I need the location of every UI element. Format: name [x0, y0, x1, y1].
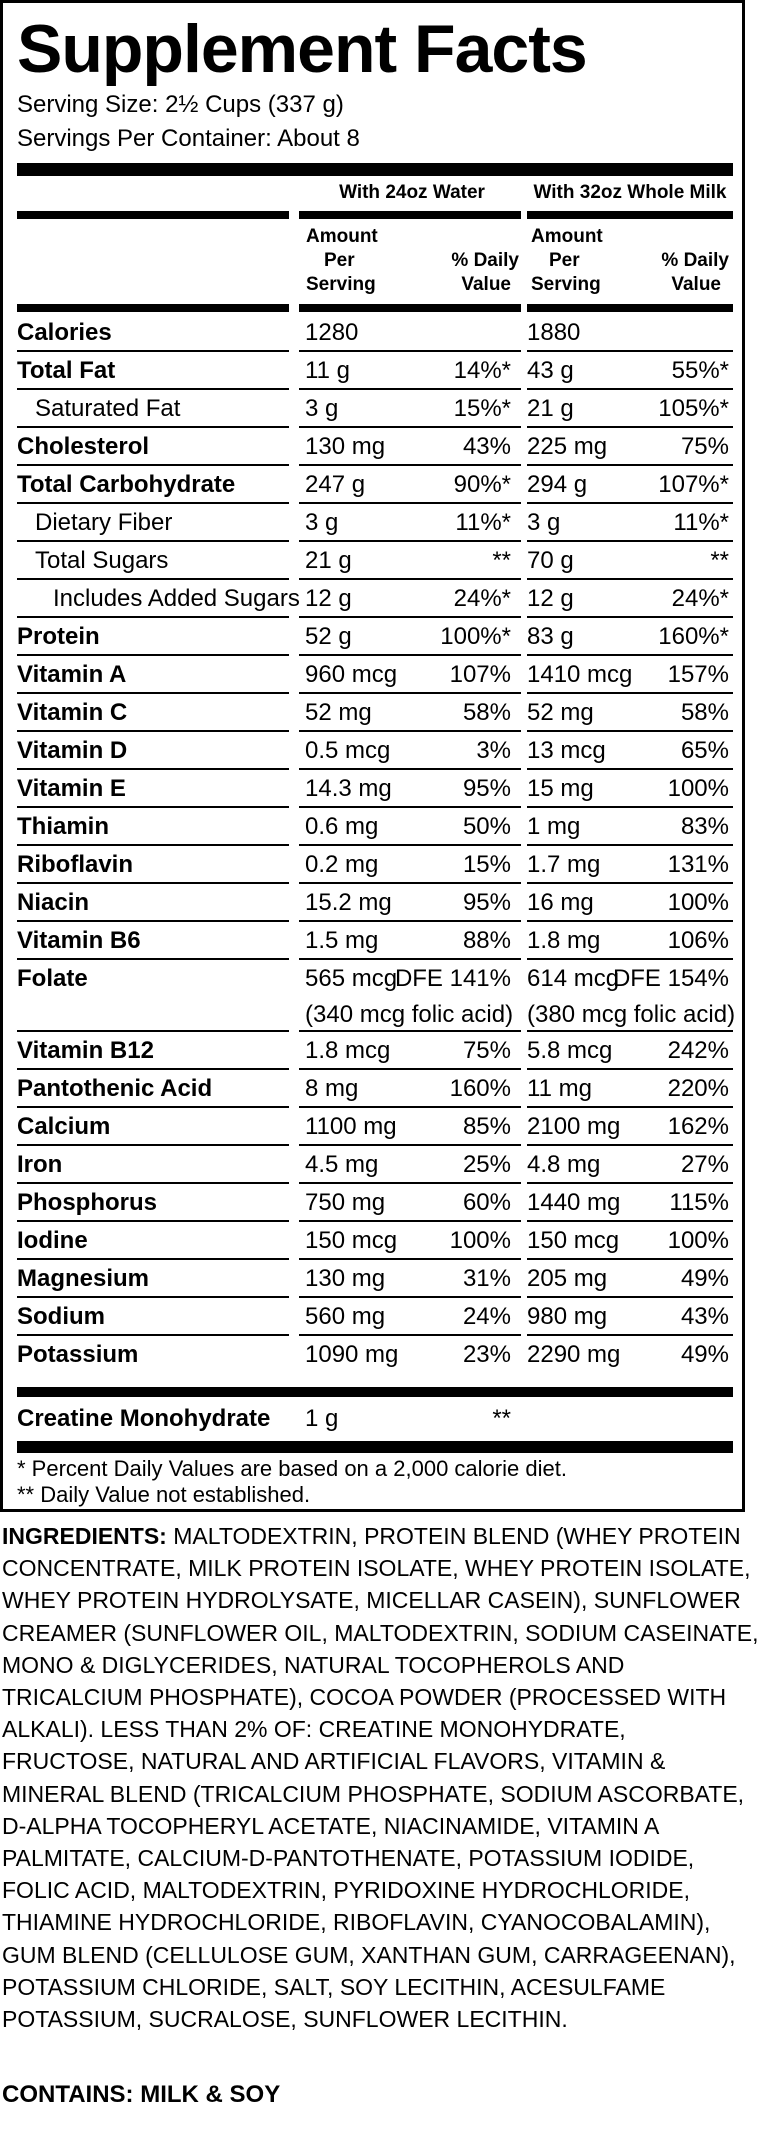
nutrient-name: Total Carbohydrate: [17, 471, 236, 498]
table-row: [17, 732, 733, 770]
nutrient-name: Potassium: [17, 1341, 139, 1368]
table-row: [17, 1222, 733, 1260]
allergen-statement: CONTAINS: MILK & SOY: [2, 2081, 281, 2108]
water-dv: 24%: [462, 1303, 511, 1330]
water-dv: 85%: [462, 1113, 511, 1140]
milk-amount: 1 mg: [527, 813, 581, 840]
table-row: [17, 770, 733, 808]
table-row: [17, 618, 733, 656]
table-row: [17, 846, 733, 884]
milk-amount: 2290 mg: [527, 1341, 621, 1368]
water-amount: 247 g: [305, 471, 366, 498]
milk-dv: 162%: [667, 1113, 729, 1140]
milk-amount: 1410 mcg: [527, 661, 633, 688]
water-amount: 960 mcg: [305, 661, 398, 688]
milk-amount: 1.7 mg: [527, 851, 601, 878]
water-amount: 565 mcg: [305, 965, 398, 992]
creatine-top-rule: [17, 1387, 733, 1397]
water-amount: 560 mg: [305, 1303, 386, 1330]
water-dv: 100%: [449, 1227, 511, 1254]
water-dv: 100%*: [440, 623, 511, 650]
milk-amount: 16 mg: [527, 889, 594, 916]
water-dv: 50%: [462, 813, 511, 840]
nutrient-table: [17, 314, 736, 1374]
water-dv: 14%*: [453, 357, 511, 384]
milk-dv: 106%: [667, 927, 729, 954]
nutrient-name: Includes Added Sugars: [53, 585, 300, 612]
table-row: [17, 466, 733, 504]
header-rule-water: [299, 211, 521, 219]
creatine-amount: 1 g: [305, 1405, 339, 1432]
ingredients-statement: [2, 1520, 762, 2035]
water-dv: **: [492, 547, 511, 574]
nutrient-name: Pantothenic Acid: [17, 1075, 213, 1102]
daily-value-header-milk: [643, 249, 729, 297]
water-dv: 24%*: [453, 585, 511, 612]
nutrient-name: Folate: [17, 965, 88, 992]
col-header-water: With 24oz Water: [339, 182, 485, 203]
milk-amount: 150 mcg: [527, 1227, 620, 1254]
nutrient-name: Sodium: [17, 1303, 105, 1330]
table-row: [17, 960, 736, 1032]
milk-dv: 157%: [667, 661, 729, 688]
water-dv: 25%: [462, 1151, 511, 1178]
amount-line-2: Per: [549, 250, 580, 271]
table-row: [17, 314, 733, 352]
ingredients-label: INGREDIENTS:: [2, 1523, 167, 1549]
milk-dv: DFE 154%: [612, 965, 729, 992]
milk-amount: 225 mg: [527, 433, 608, 460]
nutrient-name: Niacin: [17, 889, 90, 916]
dv-line-1: % Daily: [451, 250, 519, 271]
milk-dv: 75%: [680, 433, 729, 460]
table-row: [17, 694, 733, 732]
milk-amount: 1.8 mg: [527, 927, 601, 954]
water-amount: 11 g: [305, 357, 350, 384]
milk-amount: 4.8 mg: [527, 1151, 601, 1178]
amount-line-3: Serving: [306, 274, 376, 295]
milk-amount: 614 mcg: [527, 965, 620, 992]
table-row: [17, 1260, 733, 1298]
ingredients-text: MALTODEXTRIN, PROTEIN BLEND (WHEY PROTEIN CONCENTRATE, MILK PROTEIN ISOLATE, WHEY PROTEIN ISOLATE, WHEY PROTEIN HYDROLYSATE, MICELLAR CASEIN), SUNFLOWER CREAMER (SUNFLOWER OIL, MALTODEXTRIN, SODIUM CASEINATE, MONO & DIGLYCERIDES, NATURAL TOCOPHEROLS AND TRICALCIUM PHOSPHATE), COCOA POWDER (PROCESSED WITH ALKALI). LESS THAN 2% OF: CREATINE MONOHYDRATE, FRUCTOSE, NATURAL AND ARTIFICIAL FLAVORS, VITAMIN & MINERAL BLEND (TRICALCIUM PHOSPHATE, SODIUM ASCORBATE, D-ALPHA TOCOPHERYL ACETATE, NIACINAMIDE, VITAMIN A PALMITATE, CALCIUM-D-PANTOTHENATE, POTASSIUM IODIDE, FOLIC ACID, MALTODEXTRIN, PYRIDOXINE HYDROCHLORIDE, THIAMINE HYDROCHLORIDE, RIBOFLAVIN, CYANOCOBALAMIN), GUM BLEND (CELLULOSE GUM, XANTHAN GUM, CARRAGEENAN), POTASSIUM CHLORIDE, SALT, SOY LECITHIN, ACESULFAME POTASSIUM, SUCRALOSE, SUNFLOWER LECITHIN.: [2, 1523, 759, 2033]
water-amount: 3 g: [305, 395, 339, 422]
milk-amount: 52 mg: [527, 699, 594, 726]
water-dv: 43%: [462, 433, 511, 460]
water-amount: 0.2 mg: [305, 851, 379, 878]
milk-dv: 49%: [680, 1265, 729, 1292]
milk-amount: 5.8 mcg: [527, 1037, 613, 1064]
milk-dv: 65%: [680, 737, 729, 764]
table-row: [17, 656, 733, 694]
milk-amount: 205 mg: [527, 1265, 608, 1292]
milk-dv: 58%: [680, 699, 729, 726]
daily-value-header-water: [433, 249, 519, 297]
milk-amount: 43 g: [527, 357, 574, 384]
milk-dv: 11%*: [673, 509, 729, 536]
footnote-not-established: ** Daily Value not established.: [17, 1482, 311, 1507]
nutrient-name: Phosphorus: [17, 1189, 158, 1216]
milk-dv: 242%: [667, 1037, 729, 1064]
nutrient-name: Iodine: [17, 1227, 88, 1254]
table-row: [17, 1146, 733, 1184]
water-dv: 160%: [449, 1075, 511, 1102]
table-row: [17, 542, 733, 580]
milk-dv: 24%*: [671, 585, 729, 612]
amount-line-1: Amount: [306, 226, 378, 247]
water-amount: 4.5 mg: [305, 1151, 379, 1178]
milk-amount: 21 g: [527, 395, 574, 422]
nutrient-name: Iron: [17, 1151, 63, 1178]
table-row: [17, 352, 733, 390]
table-row: [17, 1108, 733, 1146]
nutrient-name: Magnesium: [17, 1265, 150, 1292]
water-amount: 1090 mg: [305, 1341, 399, 1368]
water-amount: 21 g: [305, 547, 352, 574]
milk-dv: 49%: [680, 1341, 729, 1368]
milk-dv: 160%*: [658, 623, 729, 650]
milk-amount: 15 mg: [527, 775, 594, 802]
table-row: [17, 884, 733, 922]
water-amount: 0.6 mg: [305, 813, 379, 840]
nutrient-name: Cholesterol: [17, 433, 150, 460]
nutrient-name: Total Sugars: [35, 547, 169, 574]
water-dv: 15%*: [453, 395, 511, 422]
water-amount: 1280: [305, 319, 359, 346]
milk-amount: 70 g: [527, 547, 574, 574]
water-dv: 15%: [462, 851, 511, 878]
dv-line-2: Value: [461, 274, 511, 295]
nutrient-name: Dietary Fiber: [35, 509, 173, 536]
water-dv: 88%: [462, 927, 511, 954]
milk-dv: 220%: [667, 1075, 729, 1102]
milk-dv: 105%*: [658, 395, 729, 422]
amount-per-serving-header-milk: [531, 225, 603, 297]
milk-dv: 83%: [680, 813, 729, 840]
amount-line-1: Amount: [531, 226, 603, 247]
milk-dv: 43%: [680, 1303, 729, 1330]
milk-amount: 12 g: [527, 585, 574, 612]
nutrient-name: Thiamin: [17, 813, 110, 840]
milk-dv: **: [710, 547, 729, 574]
water-dv: 90%*: [453, 471, 511, 498]
footnote-percent-dv: * Percent Daily Values are based on a 2,000 calorie diet.: [17, 1456, 567, 1481]
subheader-rule-left: [17, 304, 289, 312]
milk-amount: 11 mg: [527, 1075, 592, 1102]
servings-per-container: Servings Per Container: About 8: [17, 125, 360, 152]
water-amount: 52 g: [305, 623, 352, 650]
table-row: [17, 922, 733, 960]
dv-line-2: Value: [671, 274, 721, 295]
milk-dv: 107%*: [658, 471, 729, 498]
amount-line-2: Per: [324, 250, 355, 271]
water-amount: 130 mg: [305, 1265, 386, 1292]
water-amount: 1.8 mcg: [305, 1037, 391, 1064]
subheader-rule-water: [299, 304, 521, 312]
milk-folic-acid: (380 mcg folic acid): [527, 1001, 736, 1028]
creatine-dv: **: [492, 1405, 511, 1432]
amount-per-serving-header-water: [306, 225, 378, 297]
milk-dv: 27%: [680, 1151, 729, 1178]
water-folic-acid: (340 mcg folic acid): [305, 1001, 514, 1028]
nutrient-name: Riboflavin: [17, 851, 134, 878]
table-row: [17, 1298, 733, 1336]
nutrient-name: Protein: [17, 623, 100, 650]
milk-dv: 100%: [667, 775, 729, 802]
table-row: [17, 428, 733, 466]
nutrient-name: Calories: [17, 319, 112, 346]
water-amount: 12 g: [305, 585, 352, 612]
nutrient-name: Calcium: [17, 1113, 111, 1140]
milk-amount: 2100 mg: [527, 1113, 621, 1140]
water-amount: 150 mcg: [305, 1227, 398, 1254]
bottom-thick-rule: [17, 1441, 733, 1453]
header-rule-milk: [527, 211, 733, 219]
milk-amount: 980 mg: [527, 1303, 608, 1330]
milk-amount: 1440 mg: [527, 1189, 621, 1216]
water-dv: 11%*: [455, 509, 511, 536]
creatine-row: [17, 1399, 733, 1439]
table-row: [17, 390, 733, 428]
table-row: [17, 1184, 733, 1222]
col-header-milk: With 32oz Whole Milk: [533, 182, 727, 203]
nutrient-name: Vitamin E: [17, 775, 126, 802]
water-amount: 0.5 mcg: [305, 737, 391, 764]
water-dv: 3%: [476, 737, 511, 764]
milk-amount: 83 g: [527, 623, 574, 650]
water-dv: 60%: [462, 1189, 511, 1216]
nutrient-name: Vitamin D: [17, 737, 128, 764]
water-amount: 1100 mg: [305, 1113, 397, 1140]
water-amount: 8 mg: [305, 1075, 359, 1102]
nutrient-name: Total Fat: [17, 357, 116, 384]
milk-dv: 115%: [669, 1189, 729, 1216]
milk-dv: 55%*: [671, 357, 729, 384]
water-amount: 14.3 mg: [305, 775, 392, 802]
water-amount: 15.2 mg: [305, 889, 392, 916]
nutrient-name: Vitamin A: [17, 661, 127, 688]
milk-amount: 1880: [527, 319, 581, 346]
serving-size: Serving Size: 2½ Cups (337 g): [17, 91, 344, 118]
table-row: [17, 504, 733, 542]
water-amount: 1.5 mg: [305, 927, 379, 954]
table-row: [17, 580, 733, 618]
nutrient-name: Vitamin B6: [17, 927, 141, 954]
milk-amount: 3 g: [527, 509, 561, 536]
water-dv: 107%: [449, 661, 511, 688]
header-rule-left: [17, 211, 289, 219]
water-amount: 750 mg: [305, 1189, 386, 1216]
milk-dv: 100%: [667, 889, 729, 916]
water-dv: 58%: [462, 699, 511, 726]
creatine-name: Creatine Monohydrate: [17, 1405, 271, 1432]
table-row: [17, 1336, 733, 1374]
water-dv: DFE 141%: [394, 965, 511, 992]
water-amount: 52 mg: [305, 699, 372, 726]
water-dv: 75%: [462, 1037, 511, 1064]
nutrient-name: Vitamin B12: [17, 1037, 154, 1064]
subheader-rule-milk: [527, 304, 733, 312]
water-amount: 3 g: [305, 509, 339, 536]
water-amount: 130 mg: [305, 433, 386, 460]
nutrient-name: Vitamin C: [17, 699, 128, 726]
water-dv: 95%: [462, 775, 511, 802]
top-thick-rule: [17, 163, 733, 176]
water-dv: 31%: [462, 1265, 511, 1292]
water-dv: 23%: [462, 1341, 511, 1368]
milk-dv: 131%: [667, 851, 729, 878]
nutrient-name: Saturated Fat: [35, 395, 181, 422]
water-dv: 95%: [462, 889, 511, 916]
panel-title: Supplement Facts: [17, 11, 587, 87]
amount-line-3: Serving: [531, 274, 601, 295]
table-row: [17, 1032, 733, 1070]
dv-line-1: % Daily: [661, 250, 729, 271]
table-row: [17, 808, 733, 846]
milk-amount: 294 g: [527, 471, 588, 498]
table-row: [17, 1070, 733, 1108]
milk-amount: 13 mcg: [527, 737, 606, 764]
milk-dv: 100%: [667, 1227, 729, 1254]
